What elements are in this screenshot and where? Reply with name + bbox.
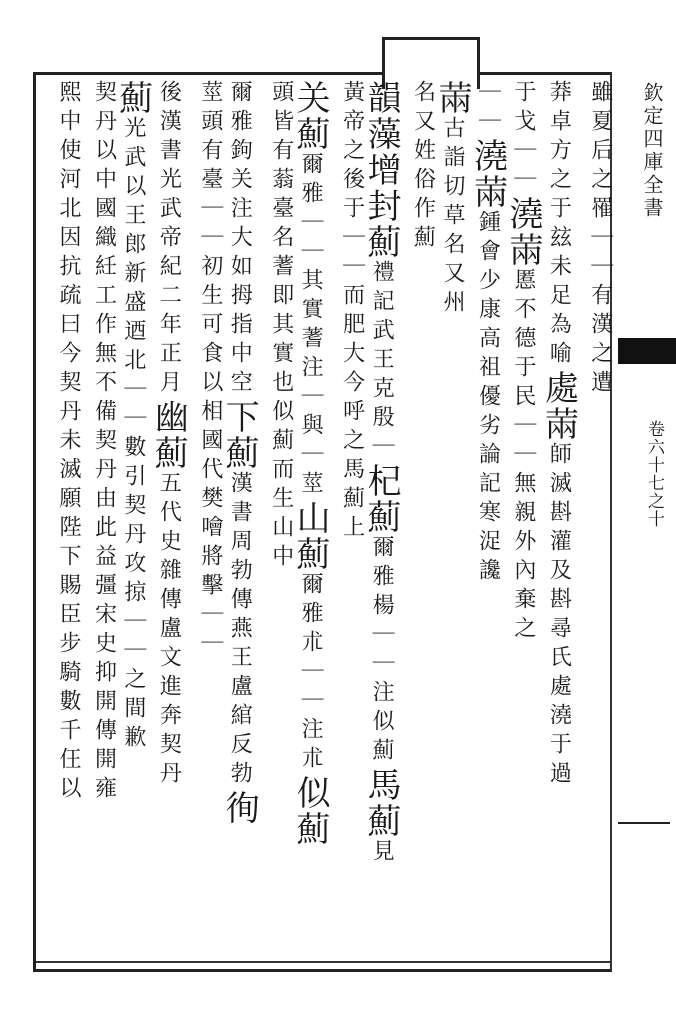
headword: 薊 bbox=[112, 80, 153, 116]
headword: 薊 bbox=[290, 811, 331, 847]
headword: 䓣 bbox=[467, 174, 508, 210]
text-segment: 熙中使河北因抗疏曰今契丹未滅願陛下賜臣步騎數千仼以 bbox=[56, 80, 81, 805]
headword: 澆 bbox=[467, 138, 508, 174]
text-segment: 爾雅鉤关注大如拇指中空 bbox=[227, 80, 253, 399]
text-column bbox=[45, 80, 79, 965]
margin-rule bbox=[618, 822, 670, 824]
text-column bbox=[290, 80, 331, 965]
text-segment: 後漢書光武帝紀二年正月 bbox=[156, 80, 182, 399]
headword: 增 bbox=[361, 152, 402, 188]
headword: 似 bbox=[290, 775, 331, 811]
text-column bbox=[361, 80, 402, 965]
text-column bbox=[148, 80, 189, 965]
headword: 徇 bbox=[219, 790, 260, 826]
headword: 䓣 bbox=[431, 80, 472, 116]
text-segment: 而肥大今呼之馬薊上 bbox=[339, 283, 365, 544]
text-segment: 楊｜｜注似薊 bbox=[369, 593, 395, 767]
text-segment: 數引契丹攻掠｜｜之間歉 bbox=[120, 435, 146, 754]
headword: 薊 bbox=[219, 435, 260, 471]
text-segment: 名又姓俗作薊 bbox=[410, 80, 436, 254]
text-column bbox=[80, 80, 117, 965]
text-column bbox=[112, 80, 153, 965]
headword: 封 bbox=[361, 188, 402, 224]
text-segment: 似薊而生山中 bbox=[268, 399, 294, 573]
text-segment: 光武以王郎新盛迺北｜｜ bbox=[120, 116, 146, 435]
text-segment: 漢書周勃傳燕王盧綰反勃 bbox=[227, 471, 253, 790]
text-column bbox=[187, 80, 221, 965]
headword: 䓣 bbox=[502, 232, 543, 268]
headword: 关 bbox=[290, 80, 331, 116]
text-column bbox=[219, 80, 260, 965]
headword: 澆 bbox=[502, 196, 543, 232]
headword: 薊 bbox=[361, 803, 402, 839]
headword: 薊 bbox=[290, 536, 331, 572]
text-segment: 爾雅 bbox=[369, 535, 395, 593]
text-column bbox=[431, 80, 472, 965]
text-segment: 鍾會少康高祖優劣論記寒浞讒 bbox=[475, 210, 501, 587]
headword: 山 bbox=[290, 500, 331, 536]
text-column bbox=[329, 80, 363, 965]
text-segment: 黃帝之後于｜｜ bbox=[339, 80, 365, 283]
text-segment: ｜｜ bbox=[475, 80, 501, 138]
text-segment: 見 bbox=[369, 839, 395, 868]
headword: 馬 bbox=[361, 767, 402, 803]
text-segment: 爾雅｜｜其實蓍注｜與｜莖 bbox=[298, 152, 324, 500]
headword: 藻 bbox=[361, 116, 402, 152]
text-segment: 五代史雜傳盧文進奔契丹 bbox=[156, 471, 182, 790]
text-segment: 頭皆有蓊臺名蓍即其實也 bbox=[268, 80, 294, 399]
text-column bbox=[538, 80, 579, 965]
headword: 䓣 bbox=[538, 406, 579, 442]
volume-label: 卷六十七之十 bbox=[644, 420, 664, 528]
text-segment: 以相國代樊噲將擊｜｜ bbox=[197, 370, 223, 660]
book-title: 欽定四庫全書 bbox=[640, 82, 664, 220]
text-segment: 雖夏后之罹｜｜有漢之遭 bbox=[587, 80, 613, 399]
headword: 薊 bbox=[148, 435, 189, 471]
fishtail-band bbox=[618, 338, 676, 364]
headword: 薊 bbox=[290, 116, 331, 152]
headword: 處 bbox=[538, 370, 579, 406]
text-segment: 爾雅朮｜｜注朮 bbox=[298, 572, 324, 775]
headword: 薊 bbox=[361, 499, 402, 535]
text-segment: 古詣切草名又州 bbox=[439, 116, 465, 319]
headword: 韻 bbox=[361, 80, 402, 116]
text-segment: 莽卓方之于玆未足為喻 bbox=[546, 80, 572, 370]
text-segment: 于戈｜｜ bbox=[510, 80, 536, 196]
headword: 杞 bbox=[361, 463, 402, 499]
headword: 下 bbox=[219, 399, 260, 435]
text-column bbox=[400, 80, 434, 965]
text-segment: 禮記武王克殷｜ bbox=[369, 260, 395, 463]
text-column bbox=[577, 80, 611, 965]
headword: 薊 bbox=[361, 224, 402, 260]
text-segment: 契丹以中國織紝工作無不備契丹由此益彊宋史抑開傳開雍 bbox=[91, 80, 117, 805]
text-column bbox=[258, 80, 292, 965]
text-segment: 慝不德于民｜｜無親外內棄之 bbox=[510, 268, 536, 645]
text-columns bbox=[45, 80, 611, 965]
text-column bbox=[467, 80, 508, 965]
text-segment: 莖頭有臺｜｜初生可食 bbox=[197, 80, 223, 370]
headword: 幽 bbox=[148, 399, 189, 435]
text-column bbox=[502, 80, 543, 965]
text-segment: 師滅斟灌及斟尋氏處澆于過 bbox=[546, 442, 572, 790]
